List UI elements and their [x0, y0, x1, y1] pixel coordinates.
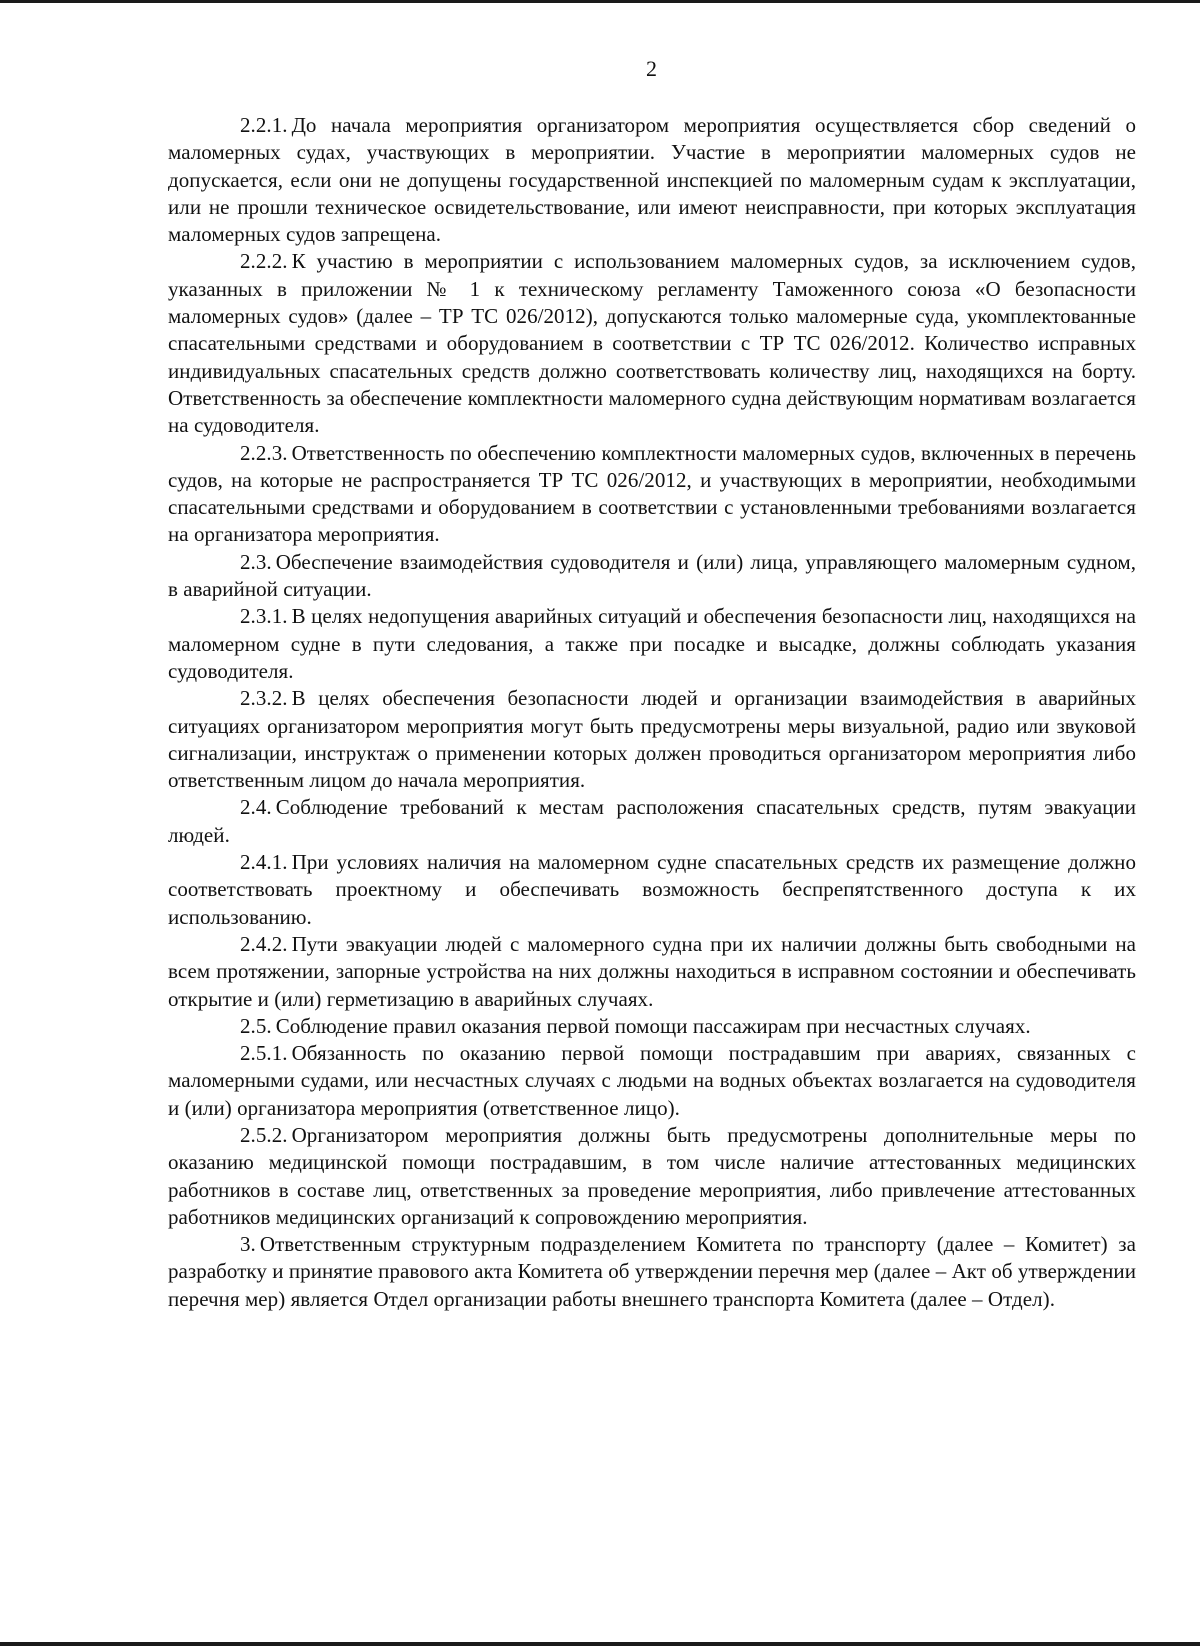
paragraph-2-5-1 — [168, 1040, 1136, 1122]
paragraph-text: В целях недопущения аварийных ситуаций и обеспечения безопасности лиц, находящихся на маломерном судне в пути следования, а также при посадке и высадке, должны соблюдать указания судоводителя. — [168, 604, 1136, 683]
bottom-scan-border — [0, 1642, 1200, 1646]
paragraph-number: 2.2.3. — [240, 440, 288, 465]
paragraph-number: 2.5. — [240, 1013, 272, 1038]
page-number: 2 — [646, 56, 657, 81]
paragraph-text: Обеспечение взаимодействия судоводителя и (или) лица, управляющего маломерным судном, в аварийной ситуации. — [168, 549, 1136, 602]
paragraph-2-5 — [168, 1013, 1136, 1040]
paragraph-number: 2.4.1. — [240, 850, 288, 875]
paragraph-number: 2.3.1. — [240, 604, 288, 629]
paragraph-text: Обязанность по оказанию первой помощи пострадавшим при авариях, связанных с маломерными судами, или несчастных случаях с людьми на водных объектах возлагается на судоводителя и (или) организатора мероприятия (ответственное лицо). — [168, 1041, 1136, 1120]
paragraph-text: До начала мероприятия организатором мероприятия осуществляется сбор сведений о маломерных судах, участвующих в мероприятии. Участие в мероприятии маломерных судов не допускается, если они не допущены государственной инспекцией по маломерным судам к эксплуатации, или не прошли техническое освидетельствование, или имеют неисправности, при которых эксплуатация маломерных судов запрещена. — [168, 113, 1136, 247]
paragraph-2-4-1 — [168, 849, 1136, 931]
document-body — [168, 112, 1136, 1313]
paragraph-text: При условиях наличия на маломерном судне спасательных средств их размещение должно соответствовать проектному и обеспечивать возможность беспрепятственного доступа к их использованию. — [168, 850, 1136, 929]
paragraph-number: 2.4.2. — [240, 931, 288, 956]
paragraph-text: Ответственным структурным подразделением Комитета по транспорту (далее – Комитет) за разработку и принятие правового акта Комитета об утверждении перечня мер (далее – Акт об утверждении перечня мер) является Отдел организации работы внешнего транспорта Комитета (далее – Отдел). — [168, 1232, 1136, 1311]
paragraph-3 — [168, 1231, 1136, 1313]
top-scan-border — [0, 0, 1200, 3]
paragraph-number: 2.2.1. — [240, 113, 288, 137]
paragraph-text: Соблюдение правил оказания первой помощи пассажирам при несчастных случаях. — [275, 1013, 1031, 1038]
paragraph-2-5-2 — [168, 1122, 1136, 1231]
paragraph-text: К участию в мероприятии с использованием маломерных судов, за исключением судов, указанных в приложении № 1 к техническому регламенту Таможенного союза «О безопасности маломерных судов» (далее – ТР ТС 026/2012), допускаются только маломерные суда, укомплектованные спасательными средствами и оборудованием в соответствии с ТР ТС 026/2012. Количество исправных индивидуальных спасательных средств должно соответствовать количеству лиц, находящихся на борту. Ответственность за обеспечение комплектности маломерного судна действующим нормативам возлагается на судоводителя. — [168, 249, 1136, 438]
paragraph-text: Ответственность по обеспечению комплектности маломерных судов, включенных в перечень судов, на которые не распространяется ТР ТС 026/2012, и участвующих в мероприятии, необходимыми спасательными средствами и оборудованием в соответствии с установленными требованиями возлагается на организатора мероприятия. — [168, 440, 1136, 547]
paragraph-2-4 — [168, 794, 1136, 849]
paragraph-number: 2.3.2. — [240, 686, 288, 711]
paragraph-number: 2.2.2. — [240, 249, 288, 274]
paragraph-2-3-1 — [168, 603, 1136, 685]
paragraph-2-3 — [168, 549, 1136, 604]
paragraph-2-4-2 — [168, 931, 1136, 1013]
paragraph-number: 2.3. — [240, 549, 272, 574]
paragraph-text: Пути эвакуации людей с маломерного судна при их наличии должны быть свободными на всем протяжении, запорные устройства на них должны находиться в исправном состоянии и обеспечивать открытие и (или) герметизацию в аварийных случаях. — [168, 931, 1136, 1011]
paragraph-number: 2.4. — [240, 795, 272, 820]
paragraph-number: 2.5.1. — [240, 1041, 288, 1066]
paragraph-2-3-2 — [168, 685, 1136, 794]
paragraph-text: Соблюдение требований к местам расположения спасательных средств, путям эвакуации людей. — [168, 795, 1136, 847]
paragraph-number: 3. — [240, 1232, 256, 1257]
paragraph-text: Организатором мероприятия должны быть предусмотрены дополнительные меры по оказанию медицинской помощи пострадавшим, в том числе наличие аттестованных медицинских работников в составе лиц, ответственных за проведение мероприятия, либо привлечение аттестованных работников медицинских организаций к сопровождению мероприятия. — [168, 1122, 1136, 1229]
paragraph-2-2-1 — [168, 112, 1136, 248]
paragraph-text: В целях обеспечения безопасности людей и организации взаимодействия в аварийных ситуациях организатором мероприятия могут быть предусмотрены меры визуальной, радио или звуковой сигнализации, инструктаж о применении которых должен проводиться организатором мероприятия либо ответственным лицом до начала мероприятия. — [168, 686, 1136, 793]
paragraph-number: 2.5.2. — [240, 1122, 288, 1147]
paragraph-2-2-3 — [168, 440, 1136, 549]
paragraph-2-2-2 — [168, 248, 1136, 439]
